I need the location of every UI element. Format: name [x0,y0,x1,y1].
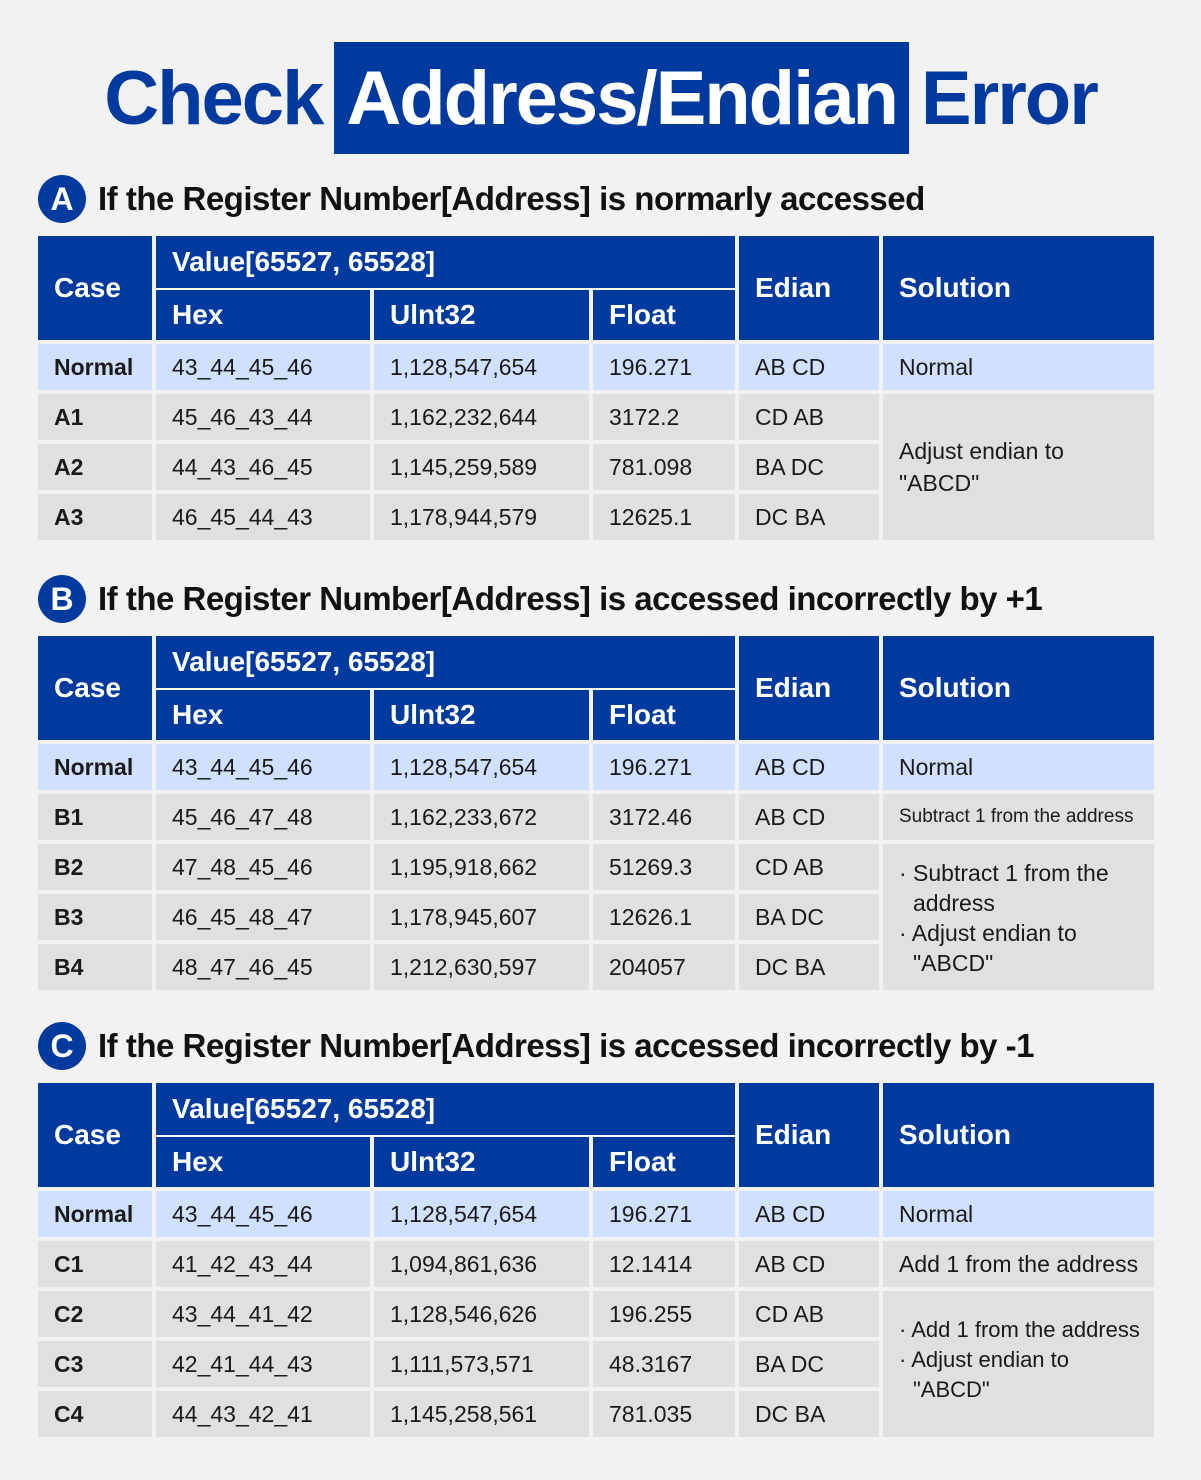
table-c-row-uint: 1,128,546,626 [374,1291,589,1337]
table-c-normal-case: Normal [38,1191,152,1237]
solution-line: "ABCD" [913,1377,990,1402]
table-c-normal-uint: 1,128,547,654 [374,1191,589,1237]
table-b-normal-uint: 1,128,547,654 [374,744,589,790]
table-b-row-case: B4 [38,944,152,990]
table-b-row-hex: 47_48_45_46 [156,844,370,890]
section-a-badge: A [38,175,86,223]
table-b-row-hex: 45_46_47_48 [156,794,370,840]
header-edian: Edian [739,1083,879,1187]
table-c-solution-add: Add 1 from the address [883,1241,1154,1287]
table-b-row-edian: DC BA [739,944,879,990]
table-a-row-hex: 45_46_43_44 [156,394,370,440]
solution-line: · Subtract 1 from the [899,860,1109,886]
header-float: Float [593,1137,735,1187]
table-a-normal-hex: 43_44_45_46 [156,344,370,390]
table-b-row-edian: CD AB [739,844,879,890]
table-b-solution-multi [883,844,1154,990]
solution-line: address [913,890,995,916]
header-hex: Hex [156,290,370,340]
title-highlight: Address/Endian [334,42,909,154]
table-b-row-float: 12626.1 [593,894,735,940]
table-c-normal-solution: Normal [883,1191,1154,1237]
table-a-normal-edian: AB CD [739,344,879,390]
table-a-normal-solution: Normal [883,344,1154,390]
table-b-row-float: 204057 [593,944,735,990]
header-value: Value[65527, 65528] [156,236,735,290]
section-c-title: If the Register Number[Address] is accessed incorrectly by -1 [98,1027,1035,1064]
header-uint32: Ulnt32 [374,1137,589,1187]
table-a-row-edian: BA DC [739,444,879,490]
table-c-row-edian: AB CD [739,1241,879,1287]
header-uint32: Ulnt32 [374,690,589,740]
table-c-row-case: C1 [38,1241,152,1287]
table-c-row-edian: CD AB [739,1291,879,1337]
table-a-row-uint: 1,178,944,579 [374,494,589,540]
solution-line: "ABCD" [913,950,994,976]
table-c-row-hex: 42_41_44_43 [156,1341,370,1387]
table-a-normal-uint: 1,128,547,654 [374,344,589,390]
section-c-heading [38,1021,1034,1071]
header-edian: Edian [739,636,879,740]
table-c-row-hex: 44_43_42_41 [156,1391,370,1437]
table-a-row-hex: 44_43_46_45 [156,444,370,490]
table-b-normal-float: 196.271 [593,744,735,790]
table-a [38,236,1158,540]
table-b-row-case: B1 [38,794,152,840]
title-part-error: Error [920,55,1097,141]
table-c-row-float: 12.1414 [593,1241,735,1287]
table-b-row-case: B3 [38,894,152,940]
table-c-solution-multi [883,1291,1154,1437]
table-a-normal-case: Normal [38,344,152,390]
header-value: Value[65527, 65528] [156,1083,735,1137]
table-a-normal-float: 196.271 [593,344,735,390]
table-b-solution-subtract: Subtract 1 from the address [883,794,1154,840]
table-b-normal-solution: Normal [883,744,1154,790]
table-c-row-uint: 1,145,258,561 [374,1391,589,1437]
table-b-row-edian: AB CD [739,794,879,840]
header-uint32: Ulnt32 [374,290,589,340]
table-a-row-edian: CD AB [739,394,879,440]
table-c-row-hex: 41_42_43_44 [156,1241,370,1287]
header-value: Value[65527, 65528] [156,636,735,690]
header-case: Case [38,236,152,340]
header-case: Case [38,636,152,740]
table-b-row-hex: 48_47_46_45 [156,944,370,990]
table-c [38,1083,1158,1437]
header-solution: Solution [883,236,1154,340]
table-c-row-case: C4 [38,1391,152,1437]
table-b-row-uint: 1,195,918,662 [374,844,589,890]
table-b-row-uint: 1,212,630,597 [374,944,589,990]
table-b-normal-case: Normal [38,744,152,790]
table-a-solution-adjust: Adjust endian to "ABCD" [883,394,1154,540]
solution-line: · Adjust endian to [899,920,1077,946]
table-a-row-case: A3 [38,494,152,540]
table-b-row-edian: BA DC [739,894,879,940]
section-b-heading [38,574,1042,624]
table-a-row-edian: DC BA [739,494,879,540]
table-b-row-float: 3172.46 [593,794,735,840]
table-c-normal-edian: AB CD [739,1191,879,1237]
table-c-row-float: 781.035 [593,1391,735,1437]
header-case: Case [38,1083,152,1187]
header-float: Float [593,690,735,740]
header-solution: Solution [883,1083,1154,1187]
table-c-row-float: 196.255 [593,1291,735,1337]
header-float: Float [593,290,735,340]
header-hex: Hex [156,1137,370,1187]
header-solution: Solution [883,636,1154,740]
table-b-row-uint: 1,178,945,607 [374,894,589,940]
table-b-normal-hex: 43_44_45_46 [156,744,370,790]
table-a-row-uint: 1,162,232,644 [374,394,589,440]
table-a-row-uint: 1,145,259,589 [374,444,589,490]
table-b-normal-edian: AB CD [739,744,879,790]
table-c-normal-hex: 43_44_45_46 [156,1191,370,1237]
table-b-row-hex: 46_45_48_47 [156,894,370,940]
table-b-row-float: 51269.3 [593,844,735,890]
table-c-row-case: C3 [38,1341,152,1387]
table-c-row-hex: 43_44_41_42 [156,1291,370,1337]
header-hex: Hex [156,690,370,740]
section-a-heading [38,174,925,224]
page-title [0,40,1201,156]
table-a-row-case: A1 [38,394,152,440]
table-a-row-case: A2 [38,444,152,490]
table-a-row-float: 3172.2 [593,394,735,440]
table-a-row-float: 12625.1 [593,494,735,540]
table-b-row-uint: 1,162,233,672 [374,794,589,840]
section-b-title: If the Register Number[Address] is accessed incorrectly by +1 [98,580,1043,617]
header-edian: Edian [739,236,879,340]
table-b-row-case: B2 [38,844,152,890]
table-b [38,636,1158,990]
table-c-row-float: 48.3167 [593,1341,735,1387]
section-a-title: If the Register Number[Address] is normarly accessed [98,180,925,217]
table-c-row-edian: BA DC [739,1341,879,1387]
section-c-badge: C [38,1022,86,1070]
title-part-check: Check [104,55,323,141]
table-a-row-hex: 46_45_44_43 [156,494,370,540]
solution-line: · Adjust endian to [899,1347,1070,1372]
table-c-normal-float: 196.271 [593,1191,735,1237]
table-c-row-case: C2 [38,1291,152,1337]
table-c-row-edian: DC BA [739,1391,879,1437]
section-b-badge: B [38,575,86,623]
table-c-row-uint: 1,111,573,571 [374,1341,589,1387]
solution-line: · Add 1 from the address [899,1317,1140,1342]
table-a-row-float: 781.098 [593,444,735,490]
table-c-row-uint: 1,094,861,636 [374,1241,589,1287]
